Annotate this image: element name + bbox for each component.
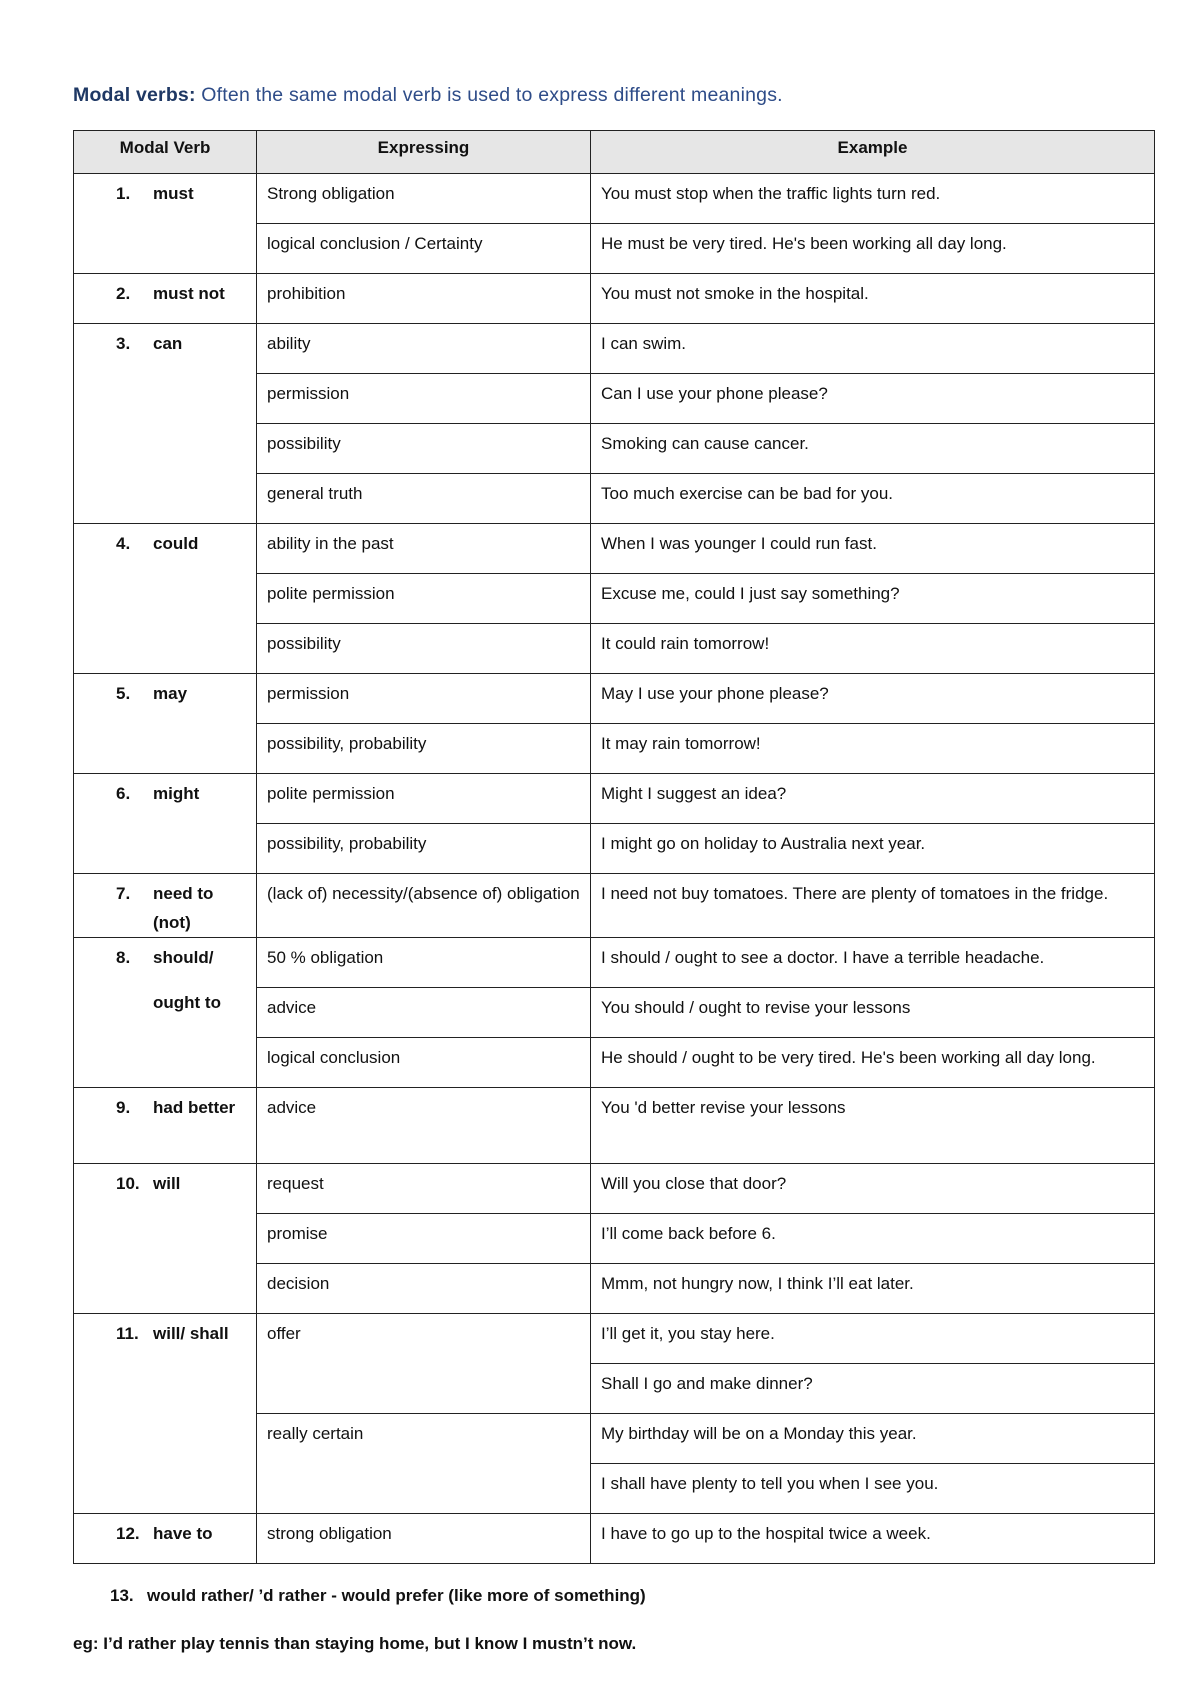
modal-verb-label (116, 879, 246, 937)
example-cell: It may rain tomorrow! (591, 724, 1155, 774)
modal-verb-label (116, 529, 246, 558)
expressing-cell: offer (257, 1314, 591, 1414)
note-would-rather (110, 1586, 646, 1606)
modal-verb-label (116, 1319, 246, 1348)
modal-verb-text (153, 329, 246, 358)
example-cell: He should / ought to be very tired. He's been working all day long. (591, 1038, 1155, 1088)
expressing-cell: permission (257, 674, 591, 724)
expressing-cell: possibility (257, 424, 591, 474)
modal-verb-text (153, 779, 246, 808)
modal-verb-number: 1. (116, 184, 131, 203)
modal-verb-name: must not (153, 284, 225, 303)
modal-verb-number: 9. (116, 1098, 131, 1117)
example-cell: Mmm, not hungry now, I think I’ll eat later. (591, 1264, 1155, 1314)
example-cell: Excuse me, could I just say something? (591, 574, 1155, 624)
modal-verb-cell (74, 1514, 257, 1564)
header-example: Example (591, 131, 1155, 174)
modal-verb-name: may (153, 684, 188, 703)
example-cell: Shall I go and make dinner? (591, 1364, 1155, 1414)
modal-verb-label (116, 1519, 246, 1548)
example-cell: Smoking can cause cancer. (591, 424, 1155, 474)
modal-verb-cell (74, 1314, 257, 1514)
table-header-row (74, 131, 1155, 174)
modal-verb-cell (74, 174, 257, 274)
modal-verb-number: 10. (116, 1174, 140, 1193)
modal-verb-name-alt: ought to (153, 993, 221, 1012)
modal-verb-cell (74, 1088, 257, 1164)
expressing-cell: permission (257, 374, 591, 424)
table-row (74, 274, 1155, 324)
modal-verb-text (153, 943, 246, 1017)
modal-verb-label (116, 179, 246, 208)
modal-verb-number: 7. (116, 884, 131, 903)
table-row (74, 1314, 1155, 1364)
table-row (74, 1088, 1155, 1164)
expressing-cell: advice (257, 1088, 591, 1164)
modal-verb-label (116, 779, 246, 808)
expressing-cell: polite permission (257, 574, 591, 624)
modal-verb-text (153, 1093, 246, 1122)
modal-verb-name: might (153, 784, 200, 803)
example-cell: I have to go up to the hospital twice a week. (591, 1514, 1155, 1564)
table-row (74, 324, 1155, 374)
expressing-cell: polite permission (257, 774, 591, 824)
modal-verb-number: 5. (116, 684, 131, 703)
modal-verb-number: 11. (116, 1324, 139, 1343)
expressing-cell: 50 % obligation (257, 938, 591, 988)
modal-verb-text (153, 179, 246, 208)
example-cell: Too much exercise can be bad for you. (591, 474, 1155, 524)
example-cell: I can swim. (591, 324, 1155, 374)
modal-verb-cell (74, 674, 257, 774)
modal-verb-cell (74, 524, 257, 674)
expressing-cell: logical conclusion / Certainty (257, 224, 591, 274)
note-number: 13. (110, 1586, 134, 1605)
modal-verb-name: have to (153, 1524, 213, 1543)
modal-verb-number: 12. (116, 1524, 140, 1543)
expressing-cell: general truth (257, 474, 591, 524)
expressing-cell: advice (257, 988, 591, 1038)
page-heading (73, 84, 783, 107)
modal-verb-number: 6. (116, 784, 131, 803)
modal-verb-name: must (153, 184, 194, 203)
modal-verb-label (116, 943, 246, 1017)
modal-verb-name: will/ shall (153, 1324, 229, 1343)
modal-verb-text (153, 879, 246, 937)
example-cell: You must not smoke in the hospital. (591, 274, 1155, 324)
modal-verb-name: can (153, 334, 183, 353)
expressing-cell: strong obligation (257, 1514, 591, 1564)
modal-verb-number: 3. (116, 334, 131, 353)
table-row (74, 1514, 1155, 1564)
example-cell: He must be very tired. He's been working all day long. (591, 224, 1155, 274)
expressing-cell: (lack of) necessity/(absence of) obligation (257, 874, 591, 938)
note-text: would rather/ ’d rather - would prefer (like more of something) (147, 1586, 646, 1605)
modal-verb-cell (74, 938, 257, 1088)
header-expressing: Expressing (257, 131, 591, 174)
modal-verb-number: 4. (116, 534, 131, 553)
table-row (74, 174, 1155, 224)
modal-verb-text (153, 1319, 246, 1348)
modal-verb-text (153, 679, 246, 708)
expressing-cell: request (257, 1164, 591, 1214)
modal-verb-label (116, 279, 246, 308)
example-cell: I need not buy tomatoes. There are plenty of tomatoes in the fridge. (591, 874, 1155, 938)
example-cell: When I was younger I could run fast. (591, 524, 1155, 574)
table-row (74, 674, 1155, 724)
heading-title: Modal verbs: (73, 84, 196, 106)
expressing-cell: ability in the past (257, 524, 591, 574)
expressing-cell: decision (257, 1264, 591, 1314)
table-row (74, 524, 1155, 574)
modal-verb-cell (74, 874, 257, 938)
example-cell: I’ll get it, you stay here. (591, 1314, 1155, 1364)
modal-verb-cell (74, 1164, 257, 1314)
modal-verb-number: 2. (116, 284, 131, 303)
modal-verb-label (116, 1169, 246, 1198)
example-cell: It could rain tomorrow! (591, 624, 1155, 674)
modal-verb-name: could (153, 534, 199, 553)
example-cell: Can I use your phone please? (591, 374, 1155, 424)
modal-verbs-table (73, 130, 1155, 1564)
modal-verb-text (153, 1169, 246, 1198)
example-cell: You should / ought to revise your lessons (591, 988, 1155, 1038)
example-cell: I might go on holiday to Australia next year. (591, 824, 1155, 874)
expressing-cell: really certain (257, 1414, 591, 1514)
modal-verb-label (116, 329, 246, 358)
expressing-cell: prohibition (257, 274, 591, 324)
modal-verb-text (153, 279, 246, 308)
modal-verb-number: 8. (116, 948, 131, 967)
modal-verb-cell (74, 324, 257, 524)
example-sentence: eg: I’d rather play tennis than staying home, but I know I mustn’t now. (73, 1634, 637, 1653)
table-row (74, 938, 1155, 988)
header-modal-verb: Modal Verb (74, 131, 257, 174)
example-cell: You must stop when the traffic lights turn red. (591, 174, 1155, 224)
expressing-cell: possibility, probability (257, 724, 591, 774)
table-row (74, 874, 1155, 938)
expressing-cell: Strong obligation (257, 174, 591, 224)
modal-verb-name: need to (not) (153, 884, 214, 932)
modal-verb-name: will (153, 1174, 181, 1193)
expressing-cell: ability (257, 324, 591, 374)
heading-subtitle: Often the same modal verb is used to express different meanings. (195, 84, 783, 106)
example-cell: I shall have plenty to tell you when I see you. (591, 1464, 1155, 1514)
modal-verb-cell (74, 274, 257, 324)
expressing-cell: logical conclusion (257, 1038, 591, 1088)
modal-verb-text (153, 1519, 246, 1548)
example-cell: May I use your phone please? (591, 674, 1155, 724)
expressing-cell: possibility, probability (257, 824, 591, 874)
expressing-cell: possibility (257, 624, 591, 674)
modal-verb-cell (74, 774, 257, 874)
example-cell: I’ll come back before 6. (591, 1214, 1155, 1264)
example-cell: Might I suggest an idea? (591, 774, 1155, 824)
example-cell: Will you close that door? (591, 1164, 1155, 1214)
example-cell: You 'd better revise your lessons (591, 1088, 1155, 1164)
table-row (74, 774, 1155, 824)
modal-verb-label (116, 1093, 246, 1122)
modal-verb-name: had better (153, 1098, 236, 1117)
table-row (74, 1164, 1155, 1214)
table-body (74, 174, 1155, 1564)
modal-verb-label (116, 679, 246, 708)
modal-verb-name: should/ (153, 948, 214, 967)
example-cell: I should / ought to see a doctor. I have a terrible headache. (591, 938, 1155, 988)
modal-verb-text (153, 529, 246, 558)
expressing-cell: promise (257, 1214, 591, 1264)
example-cell: My birthday will be on a Monday this year. (591, 1414, 1155, 1464)
